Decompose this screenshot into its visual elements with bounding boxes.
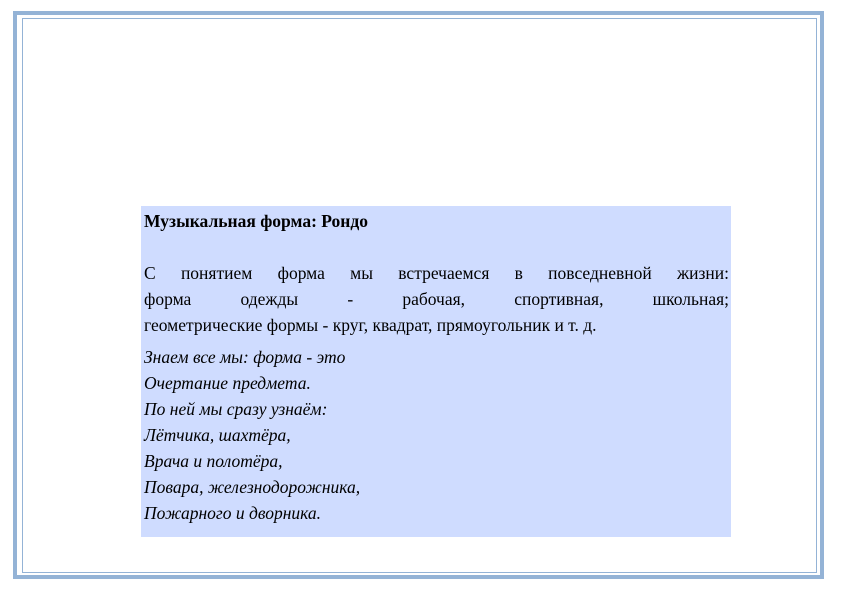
poem-line: Врача и полотёра, [144, 451, 283, 471]
poem-line: Знаем все мы: форма - это [144, 347, 346, 367]
paragraph-line: форма одежды - рабочая, спортивная, школьная; [144, 289, 729, 309]
poem-line: По ней мы сразу узнаём: [144, 399, 328, 419]
paragraph-line: С понятием форма мы встречаемся в повседневной жизни: [144, 263, 729, 283]
poem-line: Пожарного и дворника. [144, 503, 322, 523]
poem-line: Повара, железнодорожника, [144, 477, 361, 497]
poem [144, 344, 729, 526]
document-title: Музыкальная форма: Рондо [144, 211, 368, 231]
paragraph-line: геометрические формы - круг, квадрат, прямоугольник и т. д. [144, 315, 597, 335]
intro-paragraph [144, 260, 729, 338]
poem-line: Лётчика, шахтёра, [144, 425, 291, 445]
poem-line: Очертание предмета. [144, 373, 311, 393]
highlighted-text-box [141, 206, 731, 537]
